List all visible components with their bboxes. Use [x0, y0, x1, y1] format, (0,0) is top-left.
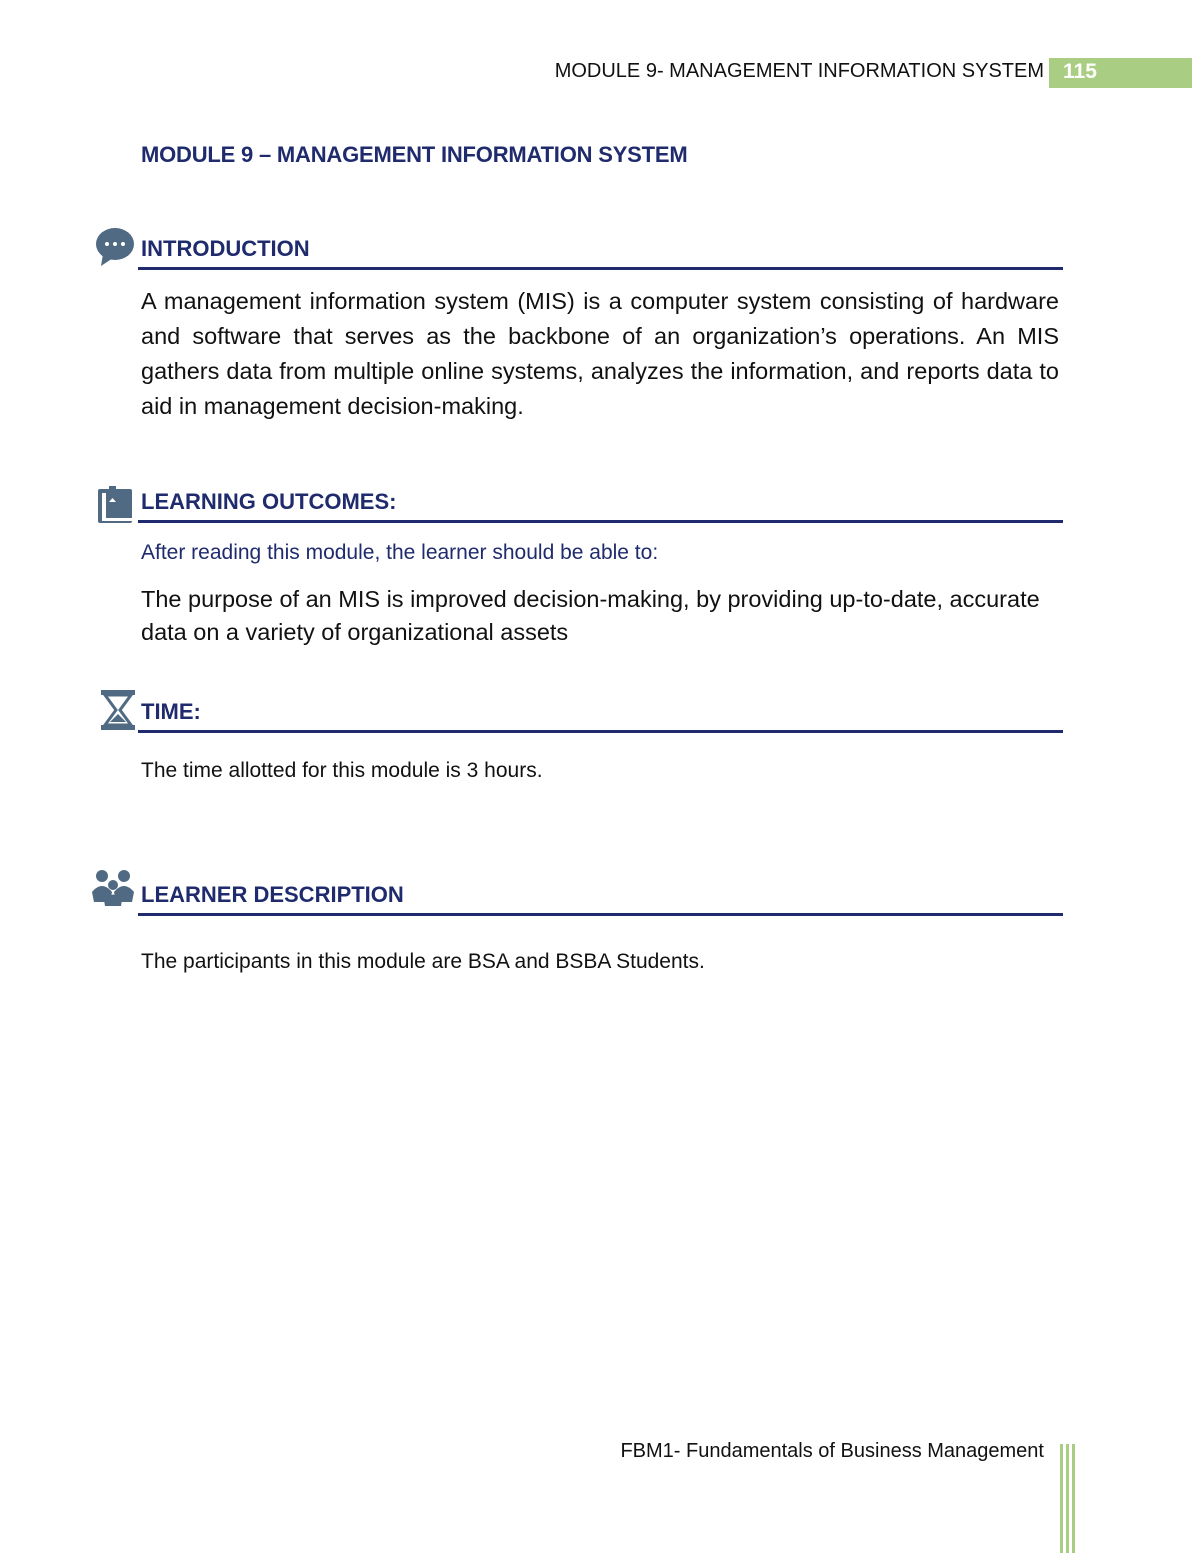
footer-accent-bar	[1066, 1444, 1069, 1553]
learning-outcomes-lead: After reading this module, the learner should be able to:	[141, 541, 659, 564]
learner-description-body: The participants in this module are BSA and BSBA Students.	[141, 950, 705, 973]
hourglass-icon	[101, 690, 135, 730]
time-body: The time allotted for this module is 3 hours.	[141, 759, 543, 782]
introduction-heading: INTRODUCTION	[141, 236, 310, 261]
module-title: MODULE 9 – MANAGEMENT INFORMATION SYSTEM	[141, 142, 688, 167]
learner-description-heading: LEARNER DESCRIPTION	[141, 882, 404, 907]
running-header-title: MODULE 9- MANAGEMENT INFORMATION SYSTEM	[554, 60, 1044, 82]
footer-accent-bar	[1072, 1444, 1075, 1553]
section-divider	[138, 730, 1063, 733]
footer-course-title: FBM1- Fundamentals of Business Management	[620, 1440, 1044, 1462]
book-icon	[96, 485, 134, 525]
section-divider	[138, 913, 1063, 916]
people-icon	[90, 868, 138, 906]
page-number: 115	[1063, 60, 1097, 83]
learning-outcomes-body: The purpose of an MIS is improved decision-making, by providing up-to-date, accurate data on a variety of organizational assets	[141, 586, 1040, 645]
section-divider	[138, 520, 1063, 523]
time-heading: TIME:	[141, 699, 201, 724]
speech-bubble-icon	[95, 226, 135, 268]
footer-accent-bar	[1060, 1444, 1063, 1553]
page-number-badge	[1049, 58, 1192, 88]
learning-outcomes-heading: LEARNING OUTCOMES:	[141, 489, 397, 514]
introduction-body: A management information system (MIS) is a computer system consisting of hardware and software that serves as the backbone of an organization’s operations. An MIS gathers data from multiple online systems, analyzes the information, and reports data to aid in management decision-making.	[141, 288, 1059, 419]
section-divider	[138, 267, 1063, 270]
